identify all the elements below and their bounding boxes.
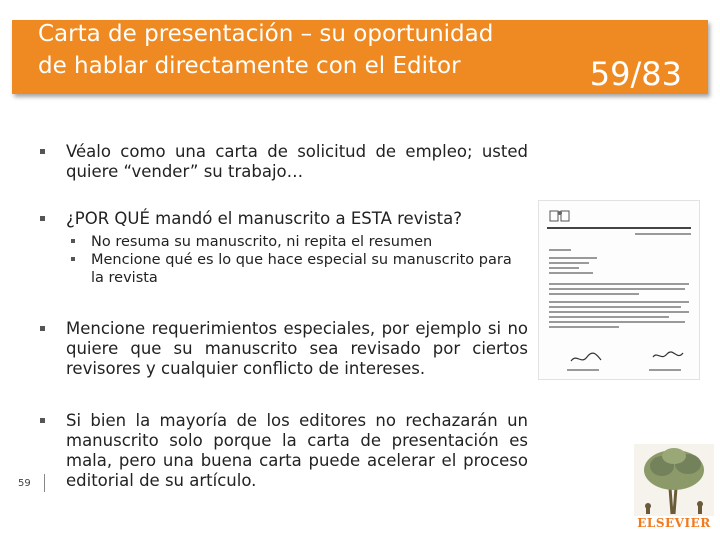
- bullet-marker: [40, 418, 45, 423]
- letter-line: [549, 311, 689, 313]
- sub-bullet-item: [71, 233, 528, 251]
- publisher-logo-text: ELSEVIER: [637, 516, 711, 530]
- letter-line: [549, 321, 685, 323]
- crest-icon: [549, 209, 571, 223]
- bullet-text: Véalo como una carta de solicitud de empleo; usted quiere “vender” su trabajo…: [66, 142, 528, 181]
- letter-line: [567, 369, 599, 371]
- bullet-item: [40, 411, 528, 491]
- letter-line: [635, 233, 691, 235]
- letter-line: [549, 262, 589, 264]
- bullet-item: [40, 209, 528, 229]
- bullet-item: [40, 142, 528, 182]
- elsevier-tree-logo-icon: [634, 444, 714, 516]
- bullet-marker: [40, 326, 45, 331]
- letter-line: [549, 306, 681, 308]
- bullet-item: [40, 319, 528, 379]
- slide-title: [38, 18, 518, 82]
- letter-line: [549, 249, 571, 251]
- letter-line: [549, 301, 689, 303]
- sub-bullet-list: [40, 233, 528, 287]
- slide-body: [40, 140, 528, 491]
- letter-line: [649, 369, 681, 371]
- sample-cover-letter-image: [538, 200, 700, 380]
- letter-line: [549, 272, 593, 274]
- page-number-divider: [44, 474, 45, 492]
- slide-title-line-1: Carta de presentación – su oportunidad: [38, 21, 494, 47]
- slide-counter: 59/83: [589, 55, 682, 93]
- letterhead-rule: [547, 227, 691, 229]
- letter-line: [549, 283, 689, 285]
- sub-bullet-marker: [71, 239, 75, 243]
- sub-bullet-marker: [71, 257, 75, 261]
- bullet-text: Mencione requerimientos especiales, por ejemplo si no quiere que su manuscrito sea revisado por ciertos revisores y cualquier conflicto de intereses.: [66, 319, 528, 378]
- bullet-text: Si bien la mayoría de los editores no rechazarán un manuscrito solo porque la carta de presentación es mala, pero una buena carta puede acelerar el proceso editorial de su artículo.: [66, 411, 528, 490]
- letter-line: [549, 257, 597, 259]
- sub-bullet-text: Mencione qué es lo que hace especial su manuscrito para la revista: [91, 252, 512, 286]
- letter-line: [549, 316, 669, 318]
- letter-line: [549, 267, 579, 269]
- letter-line: [549, 293, 639, 295]
- signature-right-icon: [651, 349, 685, 363]
- signature-left-icon: [569, 351, 603, 365]
- letter-line: [549, 288, 685, 290]
- sub-bullet-text: No resuma su manuscrito, ni repita el resumen: [91, 234, 433, 250]
- bullet-text: ¿POR QUÉ mandó el manuscrito a ESTA revista?: [66, 209, 462, 228]
- letter-line: [549, 326, 619, 328]
- slide-title-line-2: de hablar directamente con el Editor: [38, 53, 461, 79]
- sub-bullet-item: [71, 251, 528, 287]
- page-number: 59: [18, 478, 31, 489]
- bullet-marker: [40, 149, 45, 154]
- bullet-marker: [40, 216, 45, 221]
